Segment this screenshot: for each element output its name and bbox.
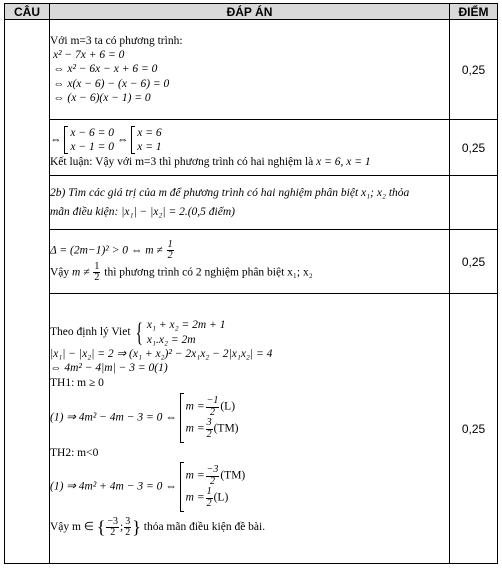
case2-r2-pre: m = — [185, 492, 205, 505]
viet-brace: { x₁ + x₂ = 2m + 1 x₁.x₂ = 2m — [135, 317, 226, 347]
header-diem: ĐIỂM — [450, 4, 498, 20]
final-d1: 2 — [110, 527, 116, 539]
sys1-line-2: x − 1 = 0 — [70, 141, 114, 154]
row5-viet: Theo định lý Viet — [50, 326, 131, 339]
row5-final-pre: Vậy m ∈ — [50, 521, 94, 534]
row5-final-tail: thỏa mãn điều kiện đề bài. — [143, 521, 266, 534]
case2-r1-den: 2 — [209, 475, 215, 487]
case1-r2-den: 2 — [206, 428, 212, 440]
answer-row-3 — [5, 176, 498, 230]
row1-eq-2: ⇔ x² − 6x − x + 6 = 0 — [53, 63, 158, 76]
row1-intro: Với m=3 ta có phương trình: — [50, 34, 183, 47]
row5-eq2: ⇔ 4m² − 4|m| − 3 = 0(1) — [50, 362, 168, 375]
answer-row-4 — [5, 230, 498, 294]
score-3 — [450, 176, 498, 230]
answer-cell-4 — [50, 230, 450, 294]
final-n2: 3 — [125, 515, 131, 527]
final-n1: −3 — [107, 515, 119, 527]
sys1-line-1: x − 6 = 0 — [70, 126, 114, 139]
case2-r2-den: 2 — [206, 497, 212, 509]
case2-r2-num: 1 — [206, 486, 212, 498]
answer-table — [4, 3, 498, 564]
header-cau: CÂU — [5, 4, 50, 20]
case2-r2-tag: (L) — [213, 492, 229, 505]
case2-r1-num: −3 — [206, 464, 219, 476]
row4-frac2-den: 2 — [94, 272, 100, 283]
answer-cell-2: ⇔ x − 6 = 0 x − 1 = 0 ⇔ x = 6 x = 1 Kết luận: Vậy với m=3 thì phương trình có hai nghiệm là x = 6, x = 1 — [50, 120, 450, 176]
score-1: 0,25 — [450, 20, 498, 120]
row5-th2: TH2: m<0 — [50, 447, 99, 459]
answer-row-1 — [5, 20, 498, 120]
row5-case2: (1) ⇒ 4m² + 4m − 3 = 0 ⇔ — [50, 481, 177, 494]
row5-eq1: |x₁| − |x₂| = 2 ⇒ (x₁ + x₂)² − 2x₁x₂ − 2|x₁x₂| = 4 — [50, 347, 273, 360]
sys2-line-2: x = 1 — [137, 141, 162, 154]
viet-line-2: x₁.x₂ = 2m — [146, 333, 196, 346]
system-bracket-1 — [64, 126, 114, 155]
case2-bracket — [180, 462, 246, 512]
score-5: 0,25 — [450, 294, 498, 564]
case1-bracket — [180, 393, 239, 443]
score-2: 0,25 — [450, 120, 498, 176]
header-row — [5, 4, 498, 20]
row1-eq-1: x² − 7x + 6 = 0 — [53, 48, 125, 61]
row5-th1: TH1: m ≥ 0 — [50, 376, 104, 389]
row4-frac-num: 1 — [167, 238, 173, 250]
row4-vay: Vậy — [50, 266, 70, 279]
system-bracket-2 — [131, 126, 161, 155]
case2-r1-tag: (TM) — [220, 470, 246, 483]
row1-eq-4: ⇔ (x − 6)(x − 1) = 0 — [53, 92, 151, 105]
row4-frac2-num: 1 — [94, 260, 100, 272]
final-d2: 2 — [125, 527, 131, 539]
case1-r1-tag: (L) — [220, 400, 236, 413]
score-4: 0,25 — [450, 230, 498, 294]
answer-cell-5: Theo định lý Viet { x₁ + x₂ = 2m + 1 x₁.x₂ = 2m |x₁| − |x₂| = 2 ⇒ (x₁ + x₂)² − 2x₁x₂ − 2|x₁x₂| = 4 ⇔ 4m² − 4|m| − 3 = 0(1) TH1: m ≥ 0 (1) ⇒ 4m² − 4m − 3 = 0 ⇔ m = $\frac{-1}{2}$ (L) m = $\frac{3}{2}$ (TM) TH2: m<0 (1) ⇒ 4m² + 4m − 3 = 0 ⇔ m = $\frac{-3}{2}$ (TM) m = $\frac{1}{2}$ (L) Vậy m ∈ { $\frac{-3}{2}$ ; $\frac{3}{2}$ } thỏa mãn điều kiện đề bài. — [50, 294, 450, 564]
row3-question-1: 2b) Tìm các giá trị của m để phương trình có hai nghiệm phân biệt x₁; x₂ thỏa — [50, 186, 410, 199]
row4-vay-m: m ≠ — [72, 266, 90, 279]
case1-r2-pre: m = — [185, 422, 205, 435]
row4-delta: Δ = (2m−1)² > 0 ⇔ m ≠ — [50, 244, 163, 257]
header-dap-an: ĐÁP ÁN — [50, 4, 450, 20]
case1-r2-tag: (TM) — [213, 422, 239, 435]
cau-cell — [5, 20, 50, 564]
case1-r1-pre: m = — [185, 400, 205, 413]
row5-case1: (1) ⇒ 4m² − 4m − 3 = 0 ⇔ — [50, 411, 177, 424]
answer-row-2 — [5, 120, 498, 176]
row2-roots: x = 6, x = 1 — [316, 155, 371, 168]
case2-r1-pre: m = — [185, 470, 205, 483]
case1-r1-num: −1 — [206, 395, 219, 406]
row4-tail: thì phương trình có 2 nghiệm phân biệt x₁; x₂ — [104, 266, 313, 279]
row3-question-2: mãn điều kiện: |x₁| − |x₂| = 2.(0,5 điểm) — [50, 206, 235, 218]
answer-cell-3 — [50, 176, 450, 230]
viet-line-1: x₁ + x₂ = 2m + 1 — [146, 319, 226, 332]
sys2-line-1: x = 6 — [137, 126, 162, 139]
row1-eq-3: ⇔ x(x − 6) − (x − 6) = 0 — [53, 77, 170, 90]
answer-cell-1 — [50, 20, 450, 120]
answer-row-5 — [5, 294, 498, 564]
row2-conclusion: Kết luận: Vậy với m=3 thì phương trình có hai nghiệm là — [50, 155, 314, 168]
row4-frac-den: 2 — [167, 250, 173, 261]
case1-r1-den: 2 — [209, 406, 215, 418]
case1-r2-num: 3 — [206, 417, 212, 428]
